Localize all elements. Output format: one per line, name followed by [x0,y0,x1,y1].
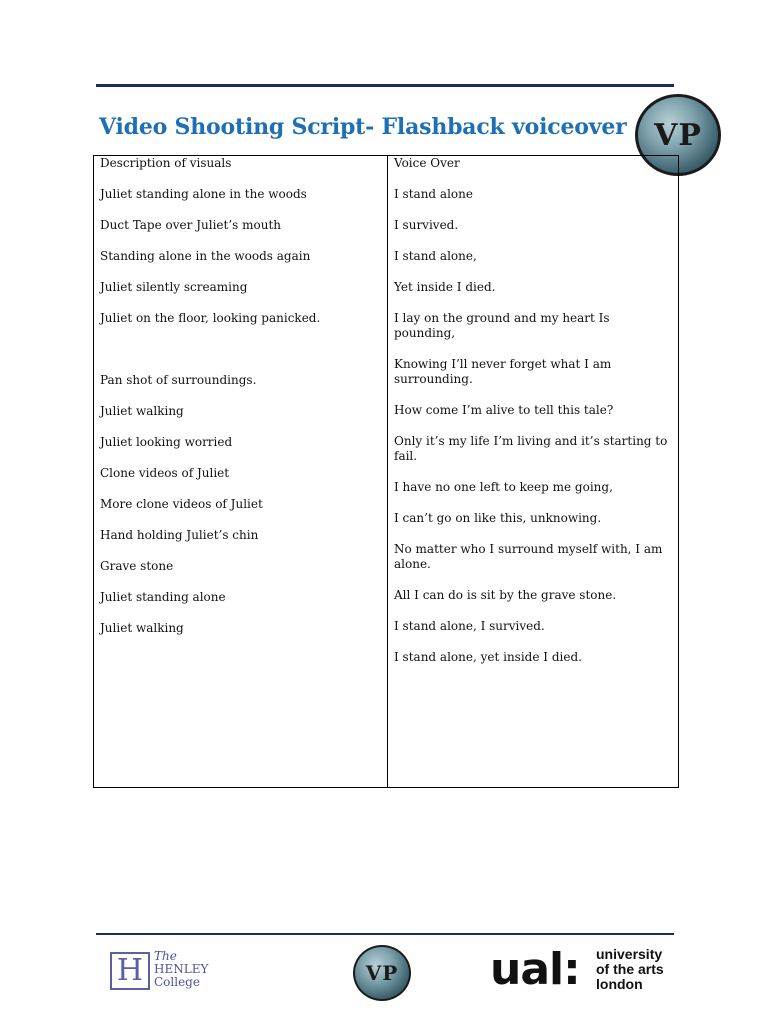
visual-item: Juliet looking worried [100,435,233,449]
visual-item: Juliet standing alone in the woods [100,187,307,201]
voiceover-line: I can’t go on like this, unknowing. [394,511,602,525]
visual-item: Duct Tape over Juliet’s mouth [100,218,281,232]
voiceover-line: I stand alone, [394,249,477,263]
visual-item: Hand holding Juliet’s chin [100,528,259,542]
henley-mark-icon: H [110,952,150,990]
bottom-divider [96,933,674,935]
voiceover-line: I survived. [394,218,459,232]
henley-name: HENLEY [154,962,209,976]
henley-the: The [154,949,177,963]
voiceover-line: I lay on the ground and my heart Is pounding, [394,311,610,340]
visuals-column [94,156,388,788]
visual-item: Pan shot of surroundings. [100,373,257,387]
voiceover-line: All I can do is sit by the grave stone. [394,588,617,602]
visual-item: Standing alone in the woods again [100,249,311,263]
henley-college: College [154,975,200,989]
visual-item: Juliet walking [100,404,184,418]
visual-item: Juliet silently screaming [100,280,248,294]
vp-footer-logo [353,945,411,1001]
visual-item: Clone videos of Juliet [100,466,230,480]
table-row [94,156,679,788]
ual-wordmark: ual: [490,944,580,995]
visual-item: Juliet on the floor, looking panicked. [100,311,321,325]
voiceover-line: No matter who I surround myself with, I am alone. [394,542,663,571]
vp-footer-logo-text: VP [365,961,399,985]
voiceover-line: I stand alone, yet inside I died. [394,650,582,664]
voiceover-line: I have no one left to keep me going, [394,480,613,494]
voiceover-line: Yet inside I died. [394,280,496,294]
henley-wordmark [154,950,208,989]
visual-item: More clone videos of Juliet [100,497,263,511]
voiceover-column [388,156,679,788]
visual-item: Juliet standing alone [100,590,226,604]
voiceover-line: How come I’m alive to tell this tale? [394,403,614,417]
henley-college-logo [110,950,220,992]
top-divider [96,84,674,87]
voiceover-line: Knowing I’ll never forget what I am surrounding. [394,357,612,386]
voiceover-line: I stand alone, I survived. [394,619,545,633]
page-title: Video Shooting Script- Flashback voiceover [99,114,627,140]
voiceover-line: Only it’s my life I’m living and it’s starting to fail. [394,434,668,463]
visual-item: Grave stone [100,559,174,573]
ual-subtitle: university of the arts london [596,946,664,992]
spacer [100,342,381,373]
vp-logo-text: VP [654,117,702,153]
voiceover-line: I stand alone [394,187,473,201]
script-table [93,155,679,788]
voiceover-header: Voice Over [394,156,460,170]
visual-item: Juliet walking [100,621,184,635]
visuals-header: Description of visuals [100,156,232,170]
